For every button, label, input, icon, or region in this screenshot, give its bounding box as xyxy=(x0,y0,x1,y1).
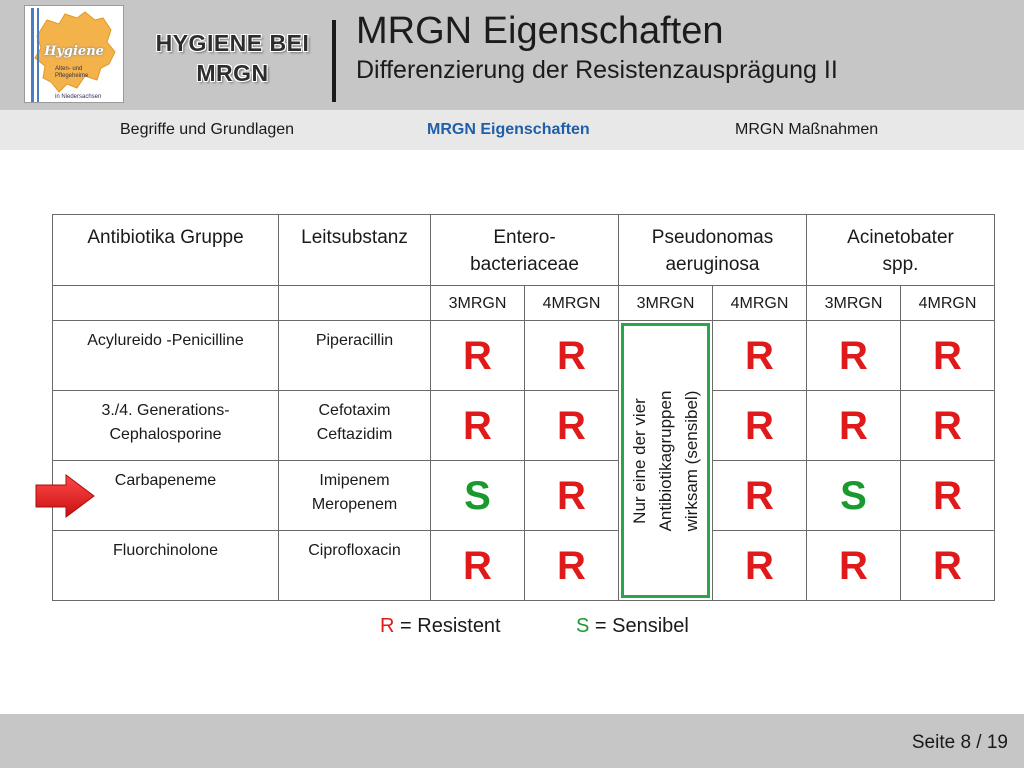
subheader-entero-4mrgn: 4MRGN xyxy=(525,286,619,321)
row-group-line-1: Carbapeneme xyxy=(114,472,217,489)
result-cell: R xyxy=(525,321,619,391)
header-pseudo-line-2: aeruginosa xyxy=(665,254,760,275)
legend-r-text: = Resistent xyxy=(394,615,501,637)
page-subtitle: Differenzierung der Resistenzausprägung II xyxy=(356,56,838,84)
brand-line-1: HYGIENE BEI xyxy=(155,30,310,56)
merged-note-line-1: Nur eine der vier xyxy=(629,397,649,524)
row-group xyxy=(53,321,279,391)
subheader-empty-2 xyxy=(279,286,431,321)
row-group-line-1: Acylureido -Penicilline xyxy=(87,332,244,349)
hygiene-logo xyxy=(24,5,124,103)
logo-line-1: Alten- und xyxy=(55,66,83,72)
nav-item-begriffe[interactable]: Begriffe und Grundlagen xyxy=(120,121,295,138)
result-cell: R xyxy=(525,461,619,531)
result-cell: R xyxy=(713,321,807,391)
row-substance-line-1: Cefotaxim xyxy=(318,402,391,419)
subheader-row xyxy=(53,286,995,321)
section-nav xyxy=(0,110,1024,150)
pseudo-3mrgn-merged-cell xyxy=(619,321,713,601)
result-cell: R xyxy=(525,391,619,461)
header-entero-line-1: Entero- xyxy=(493,227,556,248)
resistance-table xyxy=(52,214,995,601)
row-substance-line-1: Imipenem xyxy=(319,472,390,489)
legend-r-letter: R xyxy=(380,615,395,637)
result-cell: R xyxy=(807,321,901,391)
header-divider xyxy=(332,20,336,102)
legend-s-letter: S xyxy=(576,615,590,637)
table-row xyxy=(53,461,995,531)
subheader-acineto-3mrgn: 3MRGN xyxy=(807,286,901,321)
row-group-line-1: 3./4. Generations- xyxy=(101,402,230,419)
result-cell: R xyxy=(431,391,525,461)
row-substance xyxy=(279,321,431,391)
red-arrow-icon xyxy=(34,473,96,519)
header-pseudo-line-1: Pseudonomas xyxy=(651,227,774,248)
result-cell: S xyxy=(807,461,901,531)
subheader-pseudo-4mrgn: 4MRGN xyxy=(713,286,807,321)
row-substance xyxy=(279,531,431,601)
subheader-entero-3mrgn: 3MRGN xyxy=(431,286,525,321)
header-acineto-line-2: spp. xyxy=(882,254,919,275)
merged-note-line-3: wirksam (sensibel) xyxy=(681,390,701,531)
row-substance-line-1: Piperacillin xyxy=(315,332,394,349)
result-cell: R xyxy=(901,531,995,601)
header-row xyxy=(53,215,995,286)
logo-line-3: in Niedersachsen xyxy=(55,94,102,100)
row-group xyxy=(53,531,279,601)
page-number: Seite 8 / 19 xyxy=(911,732,1008,753)
subheader-empty-1 xyxy=(53,286,279,321)
result-cell: R xyxy=(901,321,995,391)
result-cell: R xyxy=(525,531,619,601)
row-substance xyxy=(279,391,431,461)
result-cell: R xyxy=(901,391,995,461)
row-substance-line-2: Meropenem xyxy=(311,496,398,513)
row-substance-line-1: Ciprofloxacin xyxy=(308,542,401,559)
row-substance xyxy=(279,461,431,531)
header-entero-line-2: bacteriaceae xyxy=(470,254,579,275)
nav-item-mrgn-massnahmen[interactable]: MRGN Maßnahmen xyxy=(735,121,879,138)
table-row xyxy=(53,391,995,461)
legend-s-text: = Sensibel xyxy=(589,615,689,637)
row-substance-line-2: Ceftazidim xyxy=(316,426,393,443)
legend-sensitive xyxy=(576,615,689,638)
result-cell: R xyxy=(807,531,901,601)
row-group xyxy=(53,391,279,461)
header-enterobacteriaceae xyxy=(431,215,619,286)
table-row xyxy=(53,531,995,601)
subheader-acineto-4mrgn: 4MRGN xyxy=(901,286,995,321)
header-acineto-line-1: Acinetobater xyxy=(847,227,954,248)
logo-word: Hygiene xyxy=(44,44,104,59)
result-cell: R xyxy=(901,461,995,531)
result-cell: R xyxy=(431,321,525,391)
result-cell: R xyxy=(431,531,525,601)
merged-note-line-2: Antibiotikagruppen xyxy=(655,390,675,531)
header-group: Antibiotika Gruppe xyxy=(53,215,279,286)
footer-bar xyxy=(0,714,1024,768)
page-title: MRGN Eigenschaften xyxy=(356,10,724,52)
row-group-line-1: Fluorchinolone xyxy=(113,542,218,559)
row-group-line-2: Cephalosporine xyxy=(109,426,222,443)
nav-item-mrgn-eigenschaften[interactable]: MRGN Eigenschaften xyxy=(427,121,590,138)
header-acinetobacter xyxy=(807,215,995,286)
logo-line-2: Pflegeheime xyxy=(55,73,89,79)
result-cell: R xyxy=(807,391,901,461)
brand-title xyxy=(140,28,325,88)
result-cell: R xyxy=(713,531,807,601)
result-cell: S xyxy=(431,461,525,531)
merged-note xyxy=(627,390,705,531)
result-cell: R xyxy=(713,391,807,461)
legend-resistant xyxy=(380,615,501,638)
table-row xyxy=(53,321,995,391)
header-bar xyxy=(0,0,1024,110)
subheader-pseudo-3mrgn: 3MRGN xyxy=(619,286,713,321)
result-cell: R xyxy=(713,461,807,531)
header-substance: Leitsubstanz xyxy=(279,215,431,286)
brand-line-2: MRGN xyxy=(196,60,269,86)
header-pseudomonas xyxy=(619,215,807,286)
